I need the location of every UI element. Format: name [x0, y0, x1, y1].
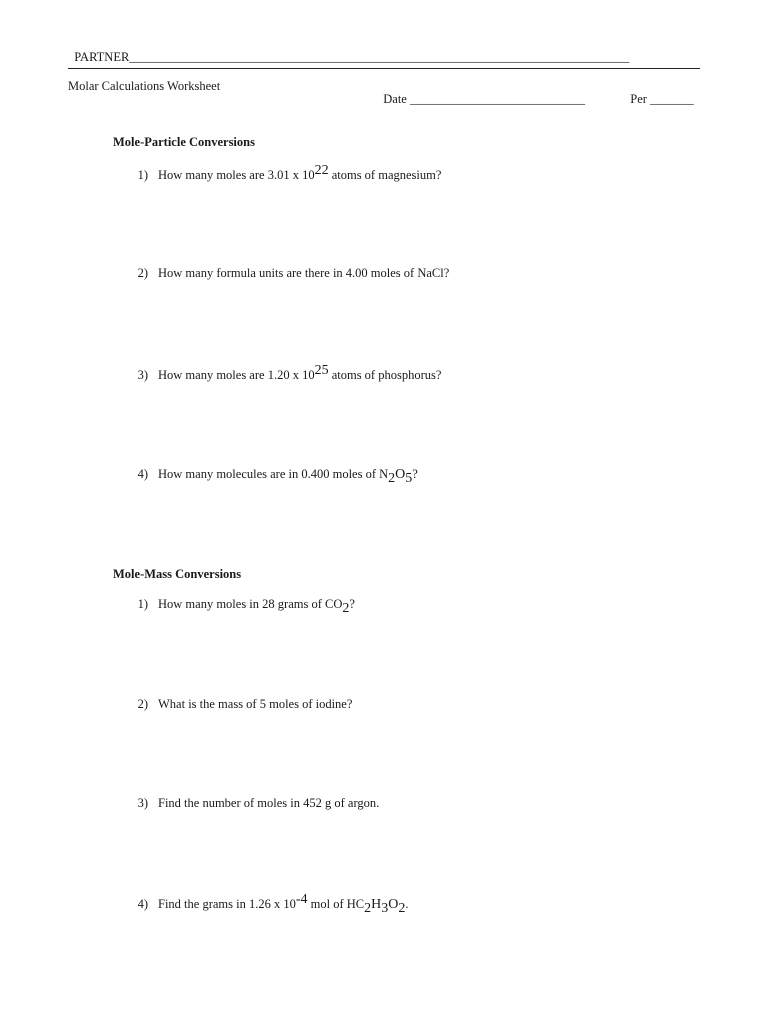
question-number: 3) — [137, 796, 148, 810]
per-label: Per — [630, 91, 647, 106]
worksheet-title: Molar Calculations Worksheet — [68, 79, 221, 93]
superscript: 25 — [314, 363, 329, 378]
per-blank[interactable]: _______ — [650, 91, 694, 106]
question-text: Find the number of moles in 452 g of argon. — [158, 796, 380, 810]
subscript: 5 — [405, 471, 413, 486]
question-number: 1) — [137, 597, 148, 611]
question-text: How many molecules are in 0.400 moles of $N_2O_5$? — [158, 467, 418, 486]
question-text: How many moles in 28 grams of $CO_2$? — [158, 597, 355, 616]
date-field — [377, 80, 585, 105]
partner-blank[interactable]: _______________________________________________________________________________ — [135, 49, 630, 64]
section-title-mole-particle: Mole-Particle Conversions — [113, 135, 255, 149]
date-label: Date — [383, 91, 407, 106]
question-text: What is the mass of 5 moles of iodine? — [158, 697, 353, 711]
partner-label: PARTNER_ — [74, 49, 136, 64]
question-text: How many moles are 3.01 x $10^{22}$ atoms of magnesium? — [158, 163, 442, 182]
date-blank[interactable]: ____________________________ — [409, 91, 585, 106]
question-text: How many moles are 1.20 x $10^{25}$ atoms of phosphorus? — [158, 363, 442, 382]
subscript: 2 — [398, 901, 406, 916]
question-number: 2) — [137, 697, 148, 711]
superscript: -4 — [295, 892, 308, 907]
question-number: 4) — [137, 897, 148, 911]
period-field — [624, 80, 694, 105]
subscript: 2 — [364, 901, 372, 916]
superscript: 22 — [314, 163, 329, 178]
question-number: 2) — [137, 266, 148, 280]
question-text: How many formula units are there in 4.00 moles of NaCl? — [158, 266, 450, 280]
subscript: 2 — [388, 471, 396, 486]
section-title-mole-mass: Mole-Mass Conversions — [113, 567, 242, 581]
full-width-rule — [68, 68, 700, 69]
question-number: 3) — [137, 368, 148, 382]
question-number: 1) — [137, 168, 148, 182]
subscript: 2 — [342, 601, 350, 616]
question-number: 4) — [137, 467, 148, 481]
question-text: Find the grams in 1.26 x $10^{-4}$ mol of $HC_2H_3O_2$. — [158, 892, 409, 916]
partner-row — [68, 38, 629, 63]
subscript: 3 — [381, 901, 389, 916]
